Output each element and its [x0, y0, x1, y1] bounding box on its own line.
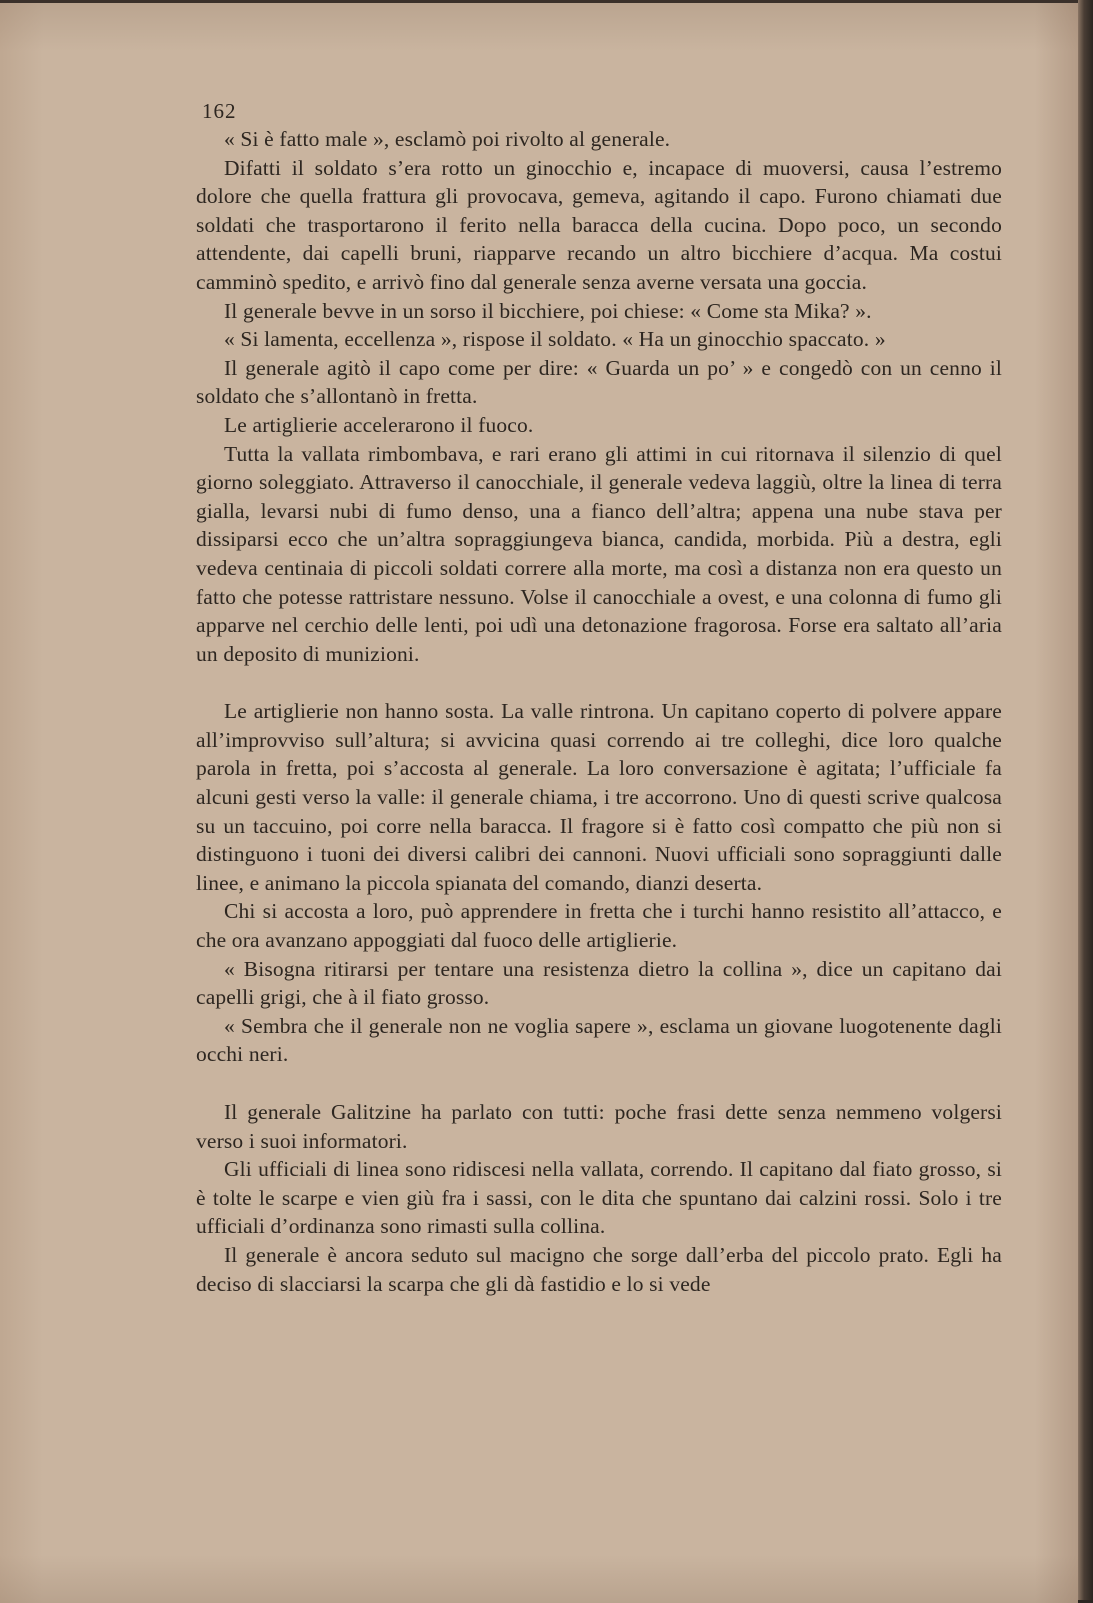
book-edge — [1078, 0, 1093, 1600]
paragraph: Il generale agitò il capo come per dire: « Guarda un po’ » e congedò con un cenno il soldato che s’allontanò in fretta. — [196, 355, 1002, 409]
page-text — [196, 99, 1002, 1298]
paragraph: Chi si accosta a loro, può apprendere in fretta che i turchi hanno resistito all’attacco, e che ora avanzano appoggiati dal fuoco delle artiglierie. — [196, 899, 1002, 953]
paragraph: Il generale Galitzine ha parlato con tutti: poche frasi dette senza nemmeno volgersi verso i suoi informatori. — [196, 1100, 1002, 1153]
page-number: 162 — [202, 99, 237, 123]
paragraph: « Sembra che il generale non ne voglia sapere », esclama un giovane luogotenente dagli occhi neri. — [196, 1013, 1002, 1067]
paragraph: Gli ufficiali di linea sono ridiscesi nella vallata, correndo. Il capitano dal fiato grosso, si è tolte le scarpe e vien giù fra i sassi, con le dita che spuntano dai calzini rossi. Solo i tre ufficiali d’ordinanza sono rimasti sulla collina. — [196, 1157, 1002, 1239]
paragraph: Tutta la vallata rimbombava, e rari erano gli attimi in cui ritornava il silenzio di quel giorno soleggiato. Attraverso il canocchiale, il generale vedeva laggiù, oltre la linea di terra gialla, levarsi nubi di fumo denso, una a fianco dell’altra; appena una nube stava per dissiparsi ecco che un’altra sopraggiungeva bianca, candida, morbida. Più a destra, egli vedeva centinaia di piccoli soldati correre alla morte, ma così a distanza non era questo un fatto che potesse rattristare nessuno. Volse il canocchiale a ovest, e una colonna di fumo gli apparve nel cerchio delle lenti, poi udì una detonazione fragorosa. Forse era saltato all’aria un deposito di munizioni. — [196, 441, 1002, 666]
paragraph: Le artiglierie non hanno sosta. La valle rintrona. Un capitano coperto di polvere appare all’improvviso sull’altura; si avvicina quasi correndo ai tre colleghi, dice loro qualche parola in fretta, poi s’accosta al generale. La loro conversazione è agitata; l’ufficiale fa alcuni gesti verso la valle: il generale chiama, i tre accorrono. Uno di questi scrive qualcosa su un taccuino, poi corre nella baracca. Il fragore si è fatto così compatto che più non si distinguono i tuoni dei diversi calibri dei cannoni. Nuovi ufficiali sono sopraggiunti dalle linee, e animano la piccola spianata del comando, dianzi deserta. — [196, 699, 1002, 895]
paragraph: Difatti il soldato s’era rotto un ginocchio e, incapace di muoversi, causa l’estremo dolore che quella frattura gli provocava, gemeva, agitando il capo. Furono chiamati due soldati che trasportarono il ferito nella baracca della cucina. Dopo poco, un secondo attendente, dai capelli bruni, riapparve recando un altro bicchiere d’acqua. Ma costui camminò spedito, e arrivò fino dal generale senza averne versata una goccia. — [196, 155, 1002, 294]
paragraph: « Si lamenta, eccellenza », rispose il soldato. « Ha un ginocchio spaccato. » — [224, 327, 886, 352]
paragraph: « Bisogna ritirarsi per tentare una resistenza dietro la collina », dice un capitano dai capelli grigi, che à il fiato grosso. — [196, 956, 1002, 1010]
paragraph: Il generale è ancora seduto sul macigno che sorge dall’erba del piccolo prato. Egli ha deciso di slacciarsi la scarpa che gli dà fastidio e lo si vede — [196, 1242, 1002, 1296]
paragraph: « Si è fatto male », esclamò poi rivolto al generale. — [224, 127, 671, 151]
paragraph: Il generale bevve in un sorso il bicchiere, poi chiese: « Come sta Mika? ». — [224, 298, 872, 323]
paragraph: Le artiglierie accelerarono il fuoco. — [224, 412, 534, 437]
